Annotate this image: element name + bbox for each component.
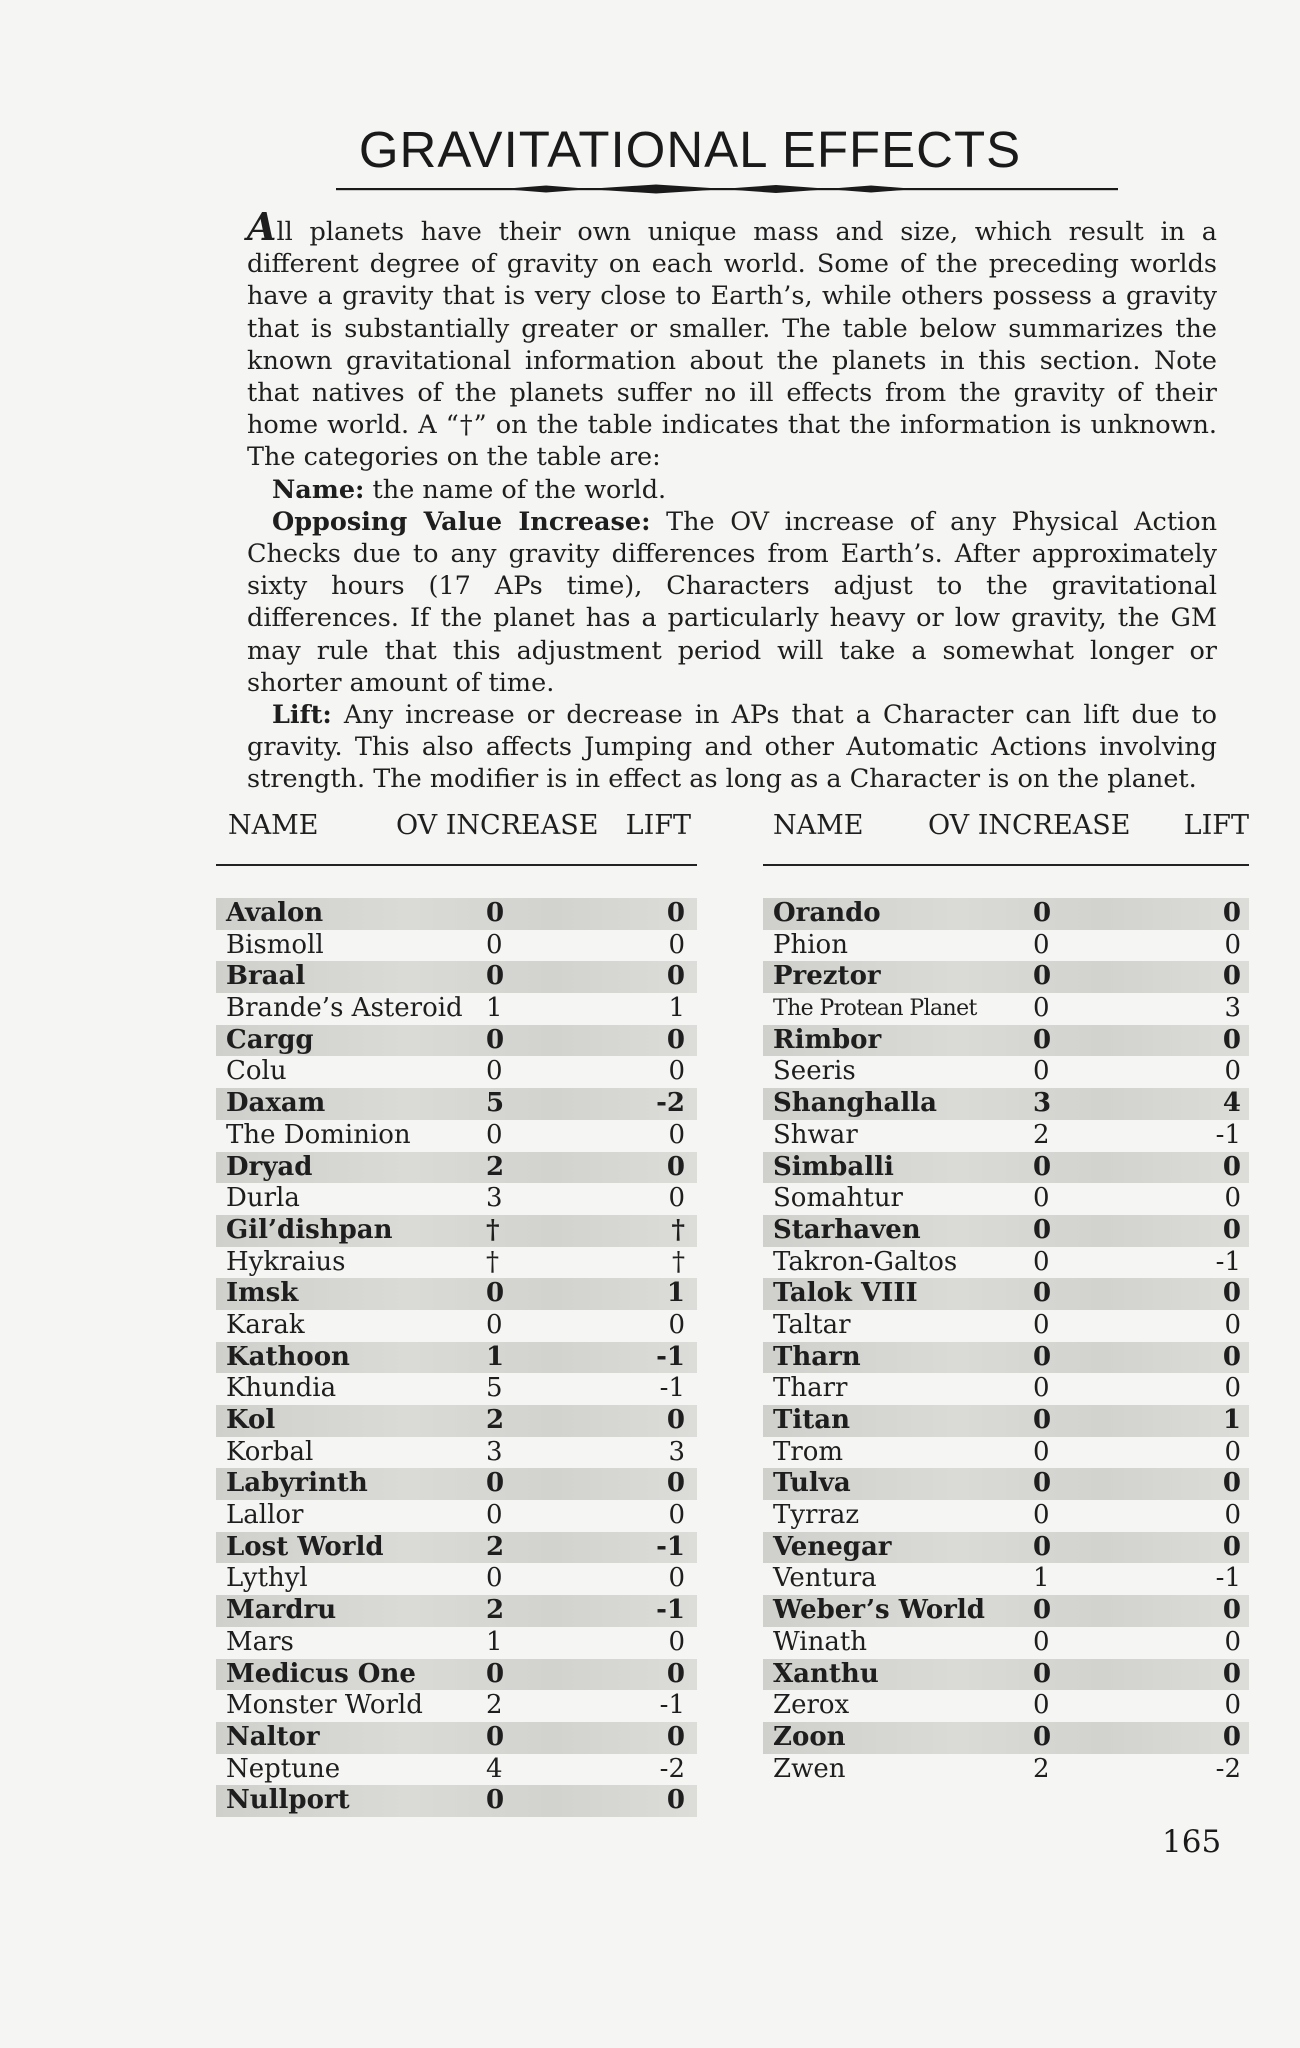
- cell-name: Mardru: [226, 1595, 337, 1626]
- cell-lift: 0: [1224, 1436, 1241, 1467]
- cell-ov-increase: 0: [486, 1119, 503, 1150]
- table-row: [763, 898, 1249, 930]
- cell-lift: 0: [1222, 1531, 1241, 1562]
- cell-name: Orando: [773, 898, 881, 928]
- table-row: [763, 1342, 1249, 1374]
- cell-ov-increase: 0: [1033, 1151, 1052, 1182]
- table-row: [216, 1563, 697, 1595]
- gravity-table-right: [763, 810, 1249, 1785]
- cell-ov-increase: 0: [486, 1468, 505, 1499]
- cell-ov-increase: 2: [486, 1405, 505, 1435]
- table-row: [216, 1310, 697, 1342]
- cell-ov-increase: 0: [1033, 1595, 1052, 1626]
- cell-name: Simballi: [773, 1151, 894, 1182]
- table-row: [763, 961, 1249, 993]
- cell-name: Durla: [226, 1183, 300, 1214]
- cell-ov-increase: 0: [486, 1721, 505, 1752]
- cell-lift: 0: [668, 1563, 685, 1594]
- cell-ov-increase: 0: [486, 961, 505, 992]
- cell-lift: 0: [1224, 1056, 1241, 1087]
- cell-name: Takron-Galtos: [773, 1246, 958, 1277]
- cell-name: Tulva: [773, 1468, 851, 1499]
- cell-lift: -1: [656, 1341, 685, 1372]
- header-lift: LIFT: [1183, 810, 1249, 841]
- table-row: [216, 1659, 697, 1691]
- header-ov-increase: OV INCREASE: [396, 810, 599, 841]
- table-row: [216, 1690, 697, 1722]
- cell-ov-increase: 0: [486, 1056, 503, 1087]
- header-ov-increase: OV INCREASE: [928, 810, 1131, 841]
- table-row: [216, 1595, 697, 1627]
- cell-name: Venegar: [773, 1531, 892, 1562]
- cell-name: Imsk: [226, 1278, 299, 1309]
- cell-lift: 0: [668, 1119, 685, 1150]
- cell-lift: 4: [1222, 1088, 1241, 1119]
- cell-lift: 0: [1222, 1595, 1241, 1626]
- cell-ov-increase: 0: [486, 1563, 503, 1594]
- cell-lift: 0: [666, 898, 685, 928]
- intro-body: ll planets have their own unique mass and size, which result in a different degree of gravity on each world. Some of the preceding worlds have a gravity that is very close to Earth’s, while others possess a gravity that is substantially greater or smaller. The table below summarizes the known gravitational information about the planets in this section. Note that natives of the planets suffer no ill effects from the gravity of their home world. A “†” on the table indicates that the information is unknown. The categories on the table are:: [247, 217, 1217, 473]
- cell-name: Karak: [226, 1309, 305, 1340]
- cell-lift: 0: [666, 1024, 685, 1055]
- cell-lift: 0: [668, 1056, 685, 1087]
- cell-name: Monster World: [226, 1690, 423, 1721]
- cell-lift: 0: [668, 1626, 685, 1657]
- cell-ov-increase: 4: [486, 1753, 503, 1784]
- cell-ov-increase: 0: [486, 1785, 505, 1816]
- cell-ov-increase: 1: [486, 1626, 503, 1657]
- cell-name: Tharr: [773, 1373, 848, 1404]
- table-row: [216, 1247, 697, 1279]
- table-row: [216, 1437, 697, 1469]
- cell-name: Taltar: [773, 1309, 851, 1340]
- table-row: [216, 1785, 697, 1817]
- cell-ov-increase: 0: [1033, 1531, 1052, 1562]
- cell-ov-increase: 2: [1033, 1753, 1050, 1784]
- cell-lift: -2: [656, 1088, 685, 1119]
- definition-text: The OV increase of any Physical Action Checks due to any gravity differences from Earth’s. After approximately sixty hours (17 APs time), Characters adjust to the gravitational differences. If the planet has a particularly heavy or low gravity, the GM may rule that this adjustment period will take a somewhat longer or shorter amount of time.: [247, 506, 1217, 698]
- cell-ov-increase: 0: [1033, 1056, 1050, 1087]
- table-row: [763, 1405, 1249, 1437]
- cell-name: Naltor: [226, 1721, 320, 1752]
- drop-cap: A: [247, 204, 277, 249]
- cell-ov-increase: 1: [486, 993, 503, 1024]
- cell-ov-increase: 0: [1033, 1373, 1050, 1404]
- table-row: [763, 1056, 1249, 1088]
- table-row: [216, 1025, 697, 1057]
- cell-lift: 0: [1224, 1626, 1241, 1657]
- cell-lift: -1: [659, 1373, 685, 1404]
- cell-lift: 1: [666, 1278, 685, 1309]
- cell-ov-increase: 3: [486, 1436, 503, 1467]
- table-row: [216, 1532, 697, 1564]
- table-row: [216, 1468, 697, 1500]
- cell-lift: 0: [666, 1468, 685, 1499]
- cell-ov-increase: 2: [486, 1531, 505, 1562]
- table-row: [216, 1088, 697, 1120]
- cell-name: Neptune: [226, 1753, 341, 1784]
- cell-ov-increase: 0: [1033, 1721, 1052, 1752]
- cell-name: Daxam: [226, 1088, 326, 1119]
- definition-term: Lift:: [272, 700, 332, 731]
- table-row: [216, 1722, 697, 1754]
- table-row: [763, 1088, 1249, 1120]
- cell-lift: 0: [1222, 1151, 1241, 1182]
- table-row: [763, 1437, 1249, 1469]
- cell-ov-increase: 3: [486, 1183, 503, 1214]
- cell-lift: 0: [668, 1500, 685, 1531]
- cell-ov-increase: 0: [1033, 1309, 1050, 1340]
- cell-name: Gil’dishpan: [226, 1214, 393, 1245]
- cell-ov-increase: 0: [486, 929, 503, 960]
- cell-ov-increase: 0: [1033, 1024, 1052, 1055]
- cell-lift: 0: [1224, 929, 1241, 960]
- cell-name: Lost World: [226, 1531, 384, 1562]
- intro-text: [247, 204, 1217, 796]
- cell-lift: 3: [1224, 993, 1241, 1024]
- cell-lift: 0: [1222, 1341, 1241, 1372]
- definition-name: [247, 474, 1217, 506]
- cell-name: Brande’s Asteroid: [226, 993, 463, 1024]
- cell-ov-increase: 0: [1033, 1468, 1052, 1499]
- cell-ov-increase: 0: [1033, 1405, 1052, 1435]
- cell-ov-increase: 0: [1033, 929, 1050, 960]
- cell-ov-increase: 0: [486, 1500, 503, 1531]
- table-row: [216, 1754, 697, 1786]
- cell-lift: 0: [668, 929, 685, 960]
- table-row: [216, 1215, 697, 1247]
- cell-lift: -1: [1215, 1119, 1241, 1150]
- cell-name: Trom: [773, 1436, 844, 1467]
- cell-name: Colu: [226, 1056, 287, 1087]
- cell-lift: †: [672, 1246, 685, 1277]
- table-row: [216, 993, 697, 1025]
- cell-ov-increase: 0: [1033, 1341, 1052, 1372]
- cell-lift: 0: [668, 1183, 685, 1214]
- table-row: [763, 1247, 1249, 1279]
- cell-name: Dryad: [226, 1151, 313, 1182]
- table-row: [216, 1405, 697, 1437]
- cell-ov-increase: 0: [1033, 961, 1052, 992]
- cell-name: The Dominion: [226, 1119, 411, 1150]
- table-row: [763, 1563, 1249, 1595]
- cell-name: Seeris: [773, 1056, 856, 1087]
- table-row: [763, 1278, 1249, 1310]
- header-name: NAME: [773, 810, 864, 841]
- cell-name: Tharn: [773, 1341, 861, 1372]
- table-row: [763, 1120, 1249, 1152]
- cell-ov-increase: 2: [486, 1151, 505, 1182]
- cell-name: Rimbor: [773, 1024, 882, 1055]
- cell-lift: -1: [1215, 1563, 1241, 1594]
- cell-ov-increase: 0: [486, 1024, 505, 1055]
- cell-ov-increase: 0: [1033, 1278, 1052, 1309]
- cell-ov-increase: 0: [486, 1309, 503, 1340]
- definition-term: Opposing Value Increase:: [272, 506, 651, 537]
- cell-name: Tyrraz: [773, 1500, 860, 1531]
- cell-lift: 0: [1222, 1468, 1241, 1499]
- cell-lift: 1: [1222, 1405, 1241, 1435]
- table-row: [763, 1310, 1249, 1342]
- cell-lift: 0: [666, 1721, 685, 1752]
- cell-lift: 0: [668, 1309, 685, 1340]
- table-row: [763, 1595, 1249, 1627]
- table-row: [216, 1278, 697, 1310]
- cell-lift: -1: [656, 1531, 685, 1562]
- cell-name: Weber’s World: [773, 1595, 985, 1626]
- cell-ov-increase: 0: [1033, 1658, 1052, 1689]
- cell-ov-increase: 3: [1033, 1088, 1052, 1119]
- page-number: 165: [1162, 1824, 1222, 1860]
- cell-lift: 1: [668, 993, 685, 1024]
- table-row: [216, 1500, 697, 1532]
- cell-ov-increase: 0: [1033, 1690, 1050, 1721]
- table-row: [216, 930, 697, 962]
- cell-name: Kathoon: [226, 1341, 350, 1372]
- title-rule: [336, 184, 1118, 194]
- cell-name: Bismoll: [226, 929, 324, 960]
- cell-name: Starhaven: [773, 1214, 921, 1245]
- cell-name: Cargg: [226, 1024, 314, 1055]
- cell-ov-increase: 0: [486, 898, 505, 928]
- table-header: [216, 810, 697, 854]
- cell-ov-increase: 5: [486, 1088, 505, 1119]
- table-row: [763, 1468, 1249, 1500]
- cell-lift: 3: [668, 1436, 685, 1467]
- cell-lift: 0: [1224, 1500, 1241, 1531]
- cell-ov-increase: 0: [1033, 898, 1052, 928]
- cell-name: Hykraius: [226, 1246, 346, 1277]
- table-row: [763, 1183, 1249, 1215]
- cell-lift: -2: [659, 1753, 685, 1784]
- cell-name: Winath: [773, 1626, 868, 1657]
- cell-ov-increase: 2: [486, 1595, 505, 1626]
- cell-ov-increase: †: [486, 1246, 499, 1277]
- cell-lift: 0: [1222, 1024, 1241, 1055]
- table-row: [216, 1056, 697, 1088]
- cell-lift: 0: [1224, 1373, 1241, 1404]
- definition-lift: [247, 699, 1217, 796]
- cell-lift: 0: [666, 1405, 685, 1435]
- cell-ov-increase: †: [486, 1214, 500, 1245]
- cell-name: Shwar: [773, 1119, 858, 1150]
- cell-lift: -2: [1215, 1753, 1241, 1784]
- cell-name: Kol: [226, 1405, 276, 1435]
- cell-name: Zwen: [773, 1753, 846, 1784]
- cell-lift: 0: [1222, 898, 1241, 928]
- cell-lift: 0: [1222, 1214, 1241, 1245]
- cell-name: Braal: [226, 961, 306, 992]
- cell-lift: †: [671, 1214, 685, 1245]
- cell-ov-increase: 0: [1033, 1436, 1050, 1467]
- cell-lift: -1: [656, 1595, 685, 1626]
- cell-name: Avalon: [226, 898, 324, 928]
- table-row: [763, 1373, 1249, 1405]
- table-row: [216, 1627, 697, 1659]
- cell-ov-increase: 0: [486, 1278, 505, 1309]
- cell-lift: 0: [666, 1151, 685, 1182]
- header-lift: LIFT: [625, 810, 691, 841]
- cell-name: Mars: [226, 1626, 294, 1657]
- cell-lift: 0: [1222, 1658, 1241, 1689]
- cell-ov-increase: 0: [1033, 1183, 1050, 1214]
- table-row: [763, 930, 1249, 962]
- cell-ov-increase: 0: [486, 1658, 505, 1689]
- table-row: [763, 1500, 1249, 1532]
- definition-text: the name of the world.: [364, 474, 667, 505]
- cell-name: The Protean Planet: [773, 996, 977, 1022]
- table-row: [763, 1722, 1249, 1754]
- cell-lift: 0: [666, 1785, 685, 1816]
- cell-name: Phion: [773, 929, 848, 960]
- table-row: [216, 1183, 697, 1215]
- cell-name: Labyrinth: [226, 1468, 368, 1499]
- cell-name: Korbal: [226, 1436, 314, 1467]
- cell-ov-increase: 0: [1033, 1214, 1052, 1245]
- table-row: [216, 1373, 697, 1405]
- cell-lift: -1: [1215, 1246, 1241, 1277]
- cell-lift: 0: [1224, 1309, 1241, 1340]
- header-name: NAME: [228, 810, 319, 841]
- cell-lift: -1: [659, 1690, 685, 1721]
- cell-lift: 0: [1224, 1183, 1241, 1214]
- table-row: [763, 1215, 1249, 1247]
- table-body: [216, 898, 697, 1817]
- cell-lift: 0: [1222, 1721, 1241, 1752]
- table-row: [763, 1532, 1249, 1564]
- header-rule: [216, 864, 697, 866]
- cell-ov-increase: 0: [1033, 1500, 1050, 1531]
- table-row: [763, 1659, 1249, 1691]
- intro-paragraph: [247, 204, 1217, 474]
- table-row: [216, 1152, 697, 1184]
- header-rule: [763, 864, 1249, 866]
- cell-lift: 0: [1224, 1690, 1241, 1721]
- cell-name: Ventura: [773, 1563, 877, 1594]
- table-row: [763, 1152, 1249, 1184]
- cell-name: Nullport: [226, 1785, 350, 1816]
- cell-name: Shanghalla: [773, 1088, 937, 1119]
- cell-name: Medicus One: [226, 1658, 416, 1689]
- cell-ov-increase: 2: [1033, 1119, 1050, 1150]
- cell-lift: 0: [666, 1658, 685, 1689]
- cell-lift: 0: [1222, 1278, 1241, 1309]
- table-row: [763, 1025, 1249, 1057]
- cell-ov-increase: 1: [486, 1341, 505, 1372]
- cell-name: Titan: [773, 1405, 850, 1435]
- table-row: [763, 993, 1249, 1025]
- table-body: [763, 898, 1249, 1785]
- cell-ov-increase: 0: [1033, 993, 1050, 1024]
- table-row: [216, 1120, 697, 1152]
- cell-lift: 0: [666, 961, 685, 992]
- table-row: [216, 898, 697, 930]
- cell-name: Preztor: [773, 961, 881, 992]
- cell-name: Xanthu: [773, 1658, 879, 1689]
- cell-ov-increase: 0: [1033, 1626, 1050, 1657]
- cell-ov-increase: 5: [486, 1373, 503, 1404]
- cell-name: Lallor: [226, 1500, 304, 1531]
- cell-name: Talok VIII: [773, 1278, 918, 1309]
- definition-ov: [247, 506, 1217, 699]
- cell-ov-increase: 0: [1033, 1246, 1050, 1277]
- table-row: [763, 1690, 1249, 1722]
- cell-name: Lythyl: [226, 1563, 308, 1594]
- table-row: [763, 1627, 1249, 1659]
- definition-term: Name:: [272, 474, 365, 505]
- table-row: [216, 1342, 697, 1374]
- cell-ov-increase: 2: [486, 1690, 503, 1721]
- cell-name: Khundia: [226, 1373, 337, 1404]
- cell-name: Zerox: [773, 1690, 850, 1721]
- table-header: [763, 810, 1249, 854]
- table-row: [216, 961, 697, 993]
- gravity-table-left: [216, 810, 697, 1817]
- table-row: [763, 1754, 1249, 1786]
- cell-name: Somahtur: [773, 1183, 903, 1214]
- cell-ov-increase: 1: [1033, 1563, 1050, 1594]
- cell-name: Zoon: [773, 1721, 846, 1752]
- definition-text: Any increase or decrease in APs that a Character can lift due to gravity. This also affects Jumping and other Automatic Actions involving strength. The modifier is in effect as long as a Character is on the planet.: [247, 700, 1217, 795]
- cell-lift: 0: [1222, 961, 1241, 992]
- page-title: GRAVITATIONAL EFFECTS: [358, 121, 1022, 178]
